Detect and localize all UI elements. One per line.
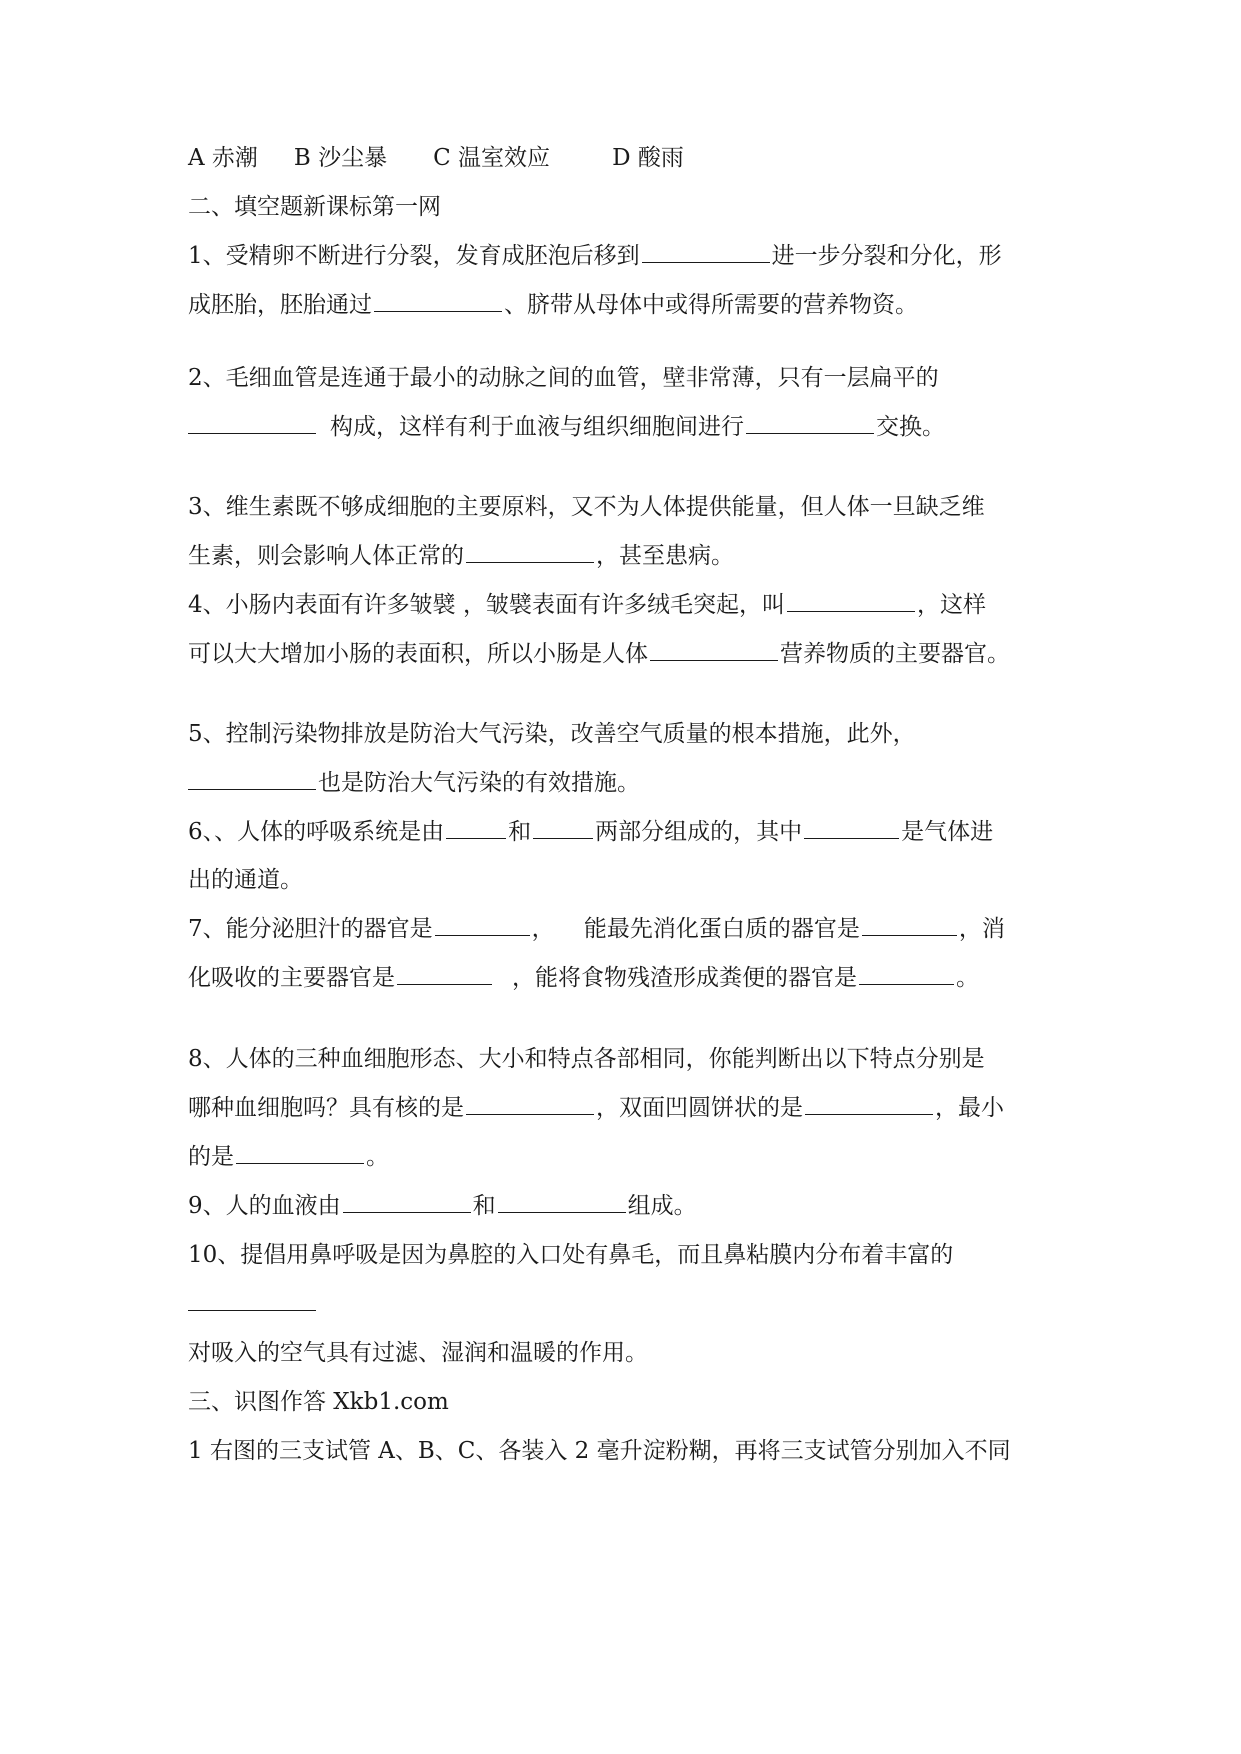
q7-blank-1[interactable] <box>435 913 530 936</box>
q6-text-c: 两部分组成的，其中 <box>595 819 803 845</box>
q7-blank-4[interactable] <box>859 962 954 985</box>
q8-line3 <box>188 1141 389 1173</box>
q3-line1: 3、维生素既不够成细胞的主要原料，又不为人体提供能量，但人体一旦缺乏维 <box>188 494 985 520</box>
option-d: D 酸雨 <box>612 145 684 171</box>
q8-text-d: 的是 <box>188 1144 234 1170</box>
q4-text-c: 可以大大增加小肠的表面积，所以小肠是人体 <box>188 641 648 667</box>
q7-blank-2[interactable] <box>862 913 957 936</box>
q6-line2: 出的通道。 <box>188 867 303 893</box>
q7-text-a: 7、能分泌胆汁的器官是 <box>188 916 433 942</box>
q10-line2 <box>188 1288 318 1320</box>
q6-blank-3[interactable] <box>804 816 899 839</box>
option-a: A 赤潮 <box>188 145 258 171</box>
q3-line2 <box>188 540 734 572</box>
q6-blank-2[interactable] <box>533 816 593 839</box>
option-b: B 沙尘暴 <box>293 145 388 171</box>
q5-line1: 5、控制污染物排放是防治大气污染，改善空气质量的根本措施，此外， <box>188 721 916 747</box>
q1-text-a: 1、受精卵不断进行分裂，发育成胚泡后移到 <box>188 243 640 269</box>
q10-blank-1[interactable] <box>188 1288 316 1311</box>
q3-text-a: 生素，则会影响人体正常的 <box>188 543 464 569</box>
q4-text-d: 营养物质的主要器官。 <box>780 641 1010 667</box>
q1-blank-1[interactable] <box>642 240 770 263</box>
q1-text-b: 进一步分裂和分化，形 <box>771 243 1002 269</box>
q7-blank-3[interactable] <box>397 962 492 985</box>
q4-line1 <box>188 589 986 621</box>
q8-line2 <box>188 1092 1004 1124</box>
q9-text-b: 和 <box>472 1193 496 1219</box>
q7-line1 <box>188 913 1005 945</box>
q4-line2 <box>188 638 1010 670</box>
q1-blank-2[interactable] <box>374 289 502 312</box>
q6-text-b: 和 <box>508 819 532 845</box>
q2-blank-2[interactable] <box>746 411 874 434</box>
q5-blank-1[interactable] <box>188 767 316 790</box>
q9-blank-2[interactable] <box>498 1190 626 1213</box>
q6-text-a: 6、、人体的呼吸系统是由 <box>188 819 445 845</box>
figure-question-1: 1 右图的三支试管 A、B、C、各装入 2 毫升淀粉糊，再将三支试管分别加入不同 <box>188 1438 1011 1464</box>
q1-line2 <box>188 289 918 321</box>
q7-text-e: ，能将食物残渣形成粪便的器官是 <box>512 965 857 991</box>
q1-text-c: 成胚胎，胚胎通过 <box>188 292 372 318</box>
q6-line1 <box>188 816 993 848</box>
section3-title: 三、识图作答 Xkb1.com <box>188 1389 449 1415</box>
q7-text-f: 。 <box>956 965 979 991</box>
q2-line2 <box>188 411 945 443</box>
q5-line2 <box>188 767 640 799</box>
q4-blank-1[interactable] <box>787 589 915 612</box>
q4-text-b: ，这样 <box>916 592 986 618</box>
q2-text-a: 构成，这样有利于血液与组织细胞间进行 <box>330 414 744 440</box>
q1-line1 <box>188 240 1002 272</box>
q3-text-b: ，甚至患病。 <box>596 543 734 569</box>
q7-text-d: 化吸收的主要器官是 <box>188 965 395 991</box>
q10-line1: 10、提倡用鼻呼吸是因为鼻腔的入口处有鼻毛，而且鼻粘膜内分布着丰富的 <box>188 1242 954 1268</box>
q3-blank-1[interactable] <box>466 540 594 563</box>
q8-text-e: 。 <box>366 1144 389 1170</box>
q7-text-b: ， 能最先消化蛋白质的器官是 <box>531 916 860 942</box>
q6-blank-1[interactable] <box>446 816 506 839</box>
q2-blank-1[interactable] <box>188 411 316 434</box>
q8-text-c: ，最小 <box>935 1095 1004 1121</box>
q9-line <box>188 1190 697 1222</box>
q2-text-b: 交换。 <box>876 414 945 440</box>
option-c: C 温室效应 <box>433 145 551 171</box>
q5-text-a: 也是防治大气污染的有效措施。 <box>318 770 640 796</box>
q8-text-a: 哪种血细胞吗？具有核的是 <box>188 1095 464 1121</box>
q8-blank-1[interactable] <box>466 1092 594 1115</box>
q8-line1: 8、人体的三种血细胞形态、大小和特点各部相同，你能判断出以下特点分别是 <box>188 1046 985 1072</box>
q2-line1: 2、毛细血管是连通于最小的动脉之间的血管，壁非常薄，只有一层扁平的 <box>188 365 939 391</box>
q8-blank-3[interactable] <box>236 1141 364 1164</box>
q9-text-a: 9、人的血液由 <box>188 1193 341 1219</box>
section2-title: 二、填空题新课标第一网 <box>188 194 441 220</box>
q4-text-a: 4、小肠内表面有许多皱襞 ，皱襞表面有许多绒毛突起，叫 <box>188 592 785 618</box>
q1-text-d: 、脐带从母体中或得所需要的营养物资。 <box>504 292 918 318</box>
q6-text-d: 是气体进 <box>901 819 994 845</box>
options-line <box>188 142 684 174</box>
q8-blank-2[interactable] <box>805 1092 933 1115</box>
q8-text-b: ，双面凹圆饼状的是 <box>596 1095 803 1121</box>
q7-line2 <box>188 962 979 994</box>
q10-line3: 对吸入的空气具有过滤、湿润和温暖的作用。 <box>188 1340 648 1366</box>
q9-text-c: 组成。 <box>627 1193 697 1219</box>
q4-blank-2[interactable] <box>650 638 778 661</box>
q9-blank-1[interactable] <box>343 1190 471 1213</box>
q7-text-c: ，消 <box>958 916 1005 942</box>
